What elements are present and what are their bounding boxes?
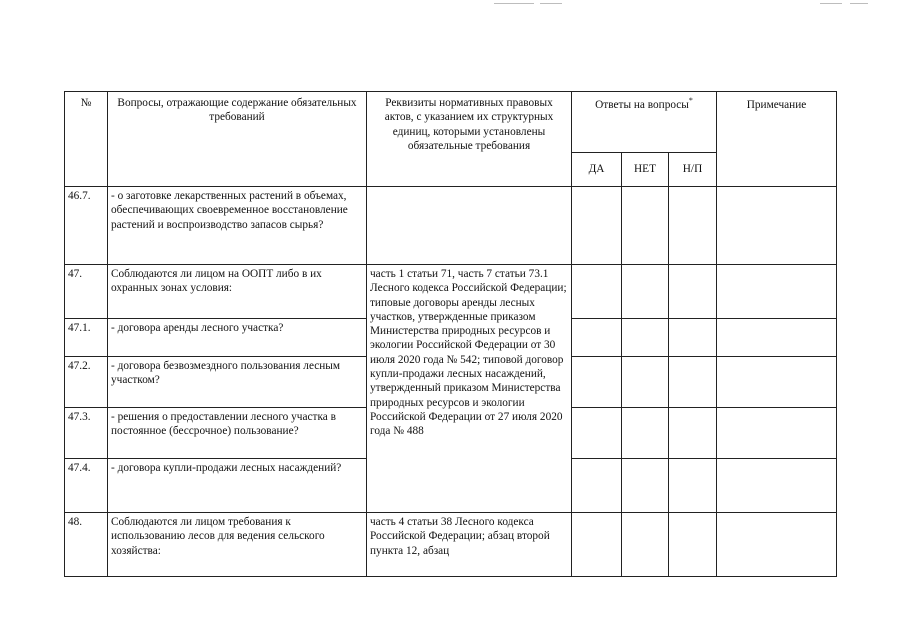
row-num: 47.4. — [65, 459, 108, 513]
requisites-cell: часть 4 статьи 38 Лесного кодекса Российской Федерации; абзац второй пункта 12, абзац — [367, 513, 572, 577]
header-answers-label: Ответы на вопросы — [595, 99, 689, 111]
answer-na-cell[interactable] — [669, 513, 717, 577]
answer-no-cell[interactable] — [622, 265, 669, 319]
answer-na-cell[interactable] — [669, 187, 717, 265]
row-question: - договора купли-продажи лесных насаждений? — [108, 459, 367, 513]
note-cell[interactable] — [717, 319, 837, 357]
scan-artifact — [820, 3, 842, 4]
header-num: № — [65, 92, 108, 187]
scan-artifact — [850, 3, 868, 4]
header-no: НЕТ — [622, 153, 669, 187]
requisites-cell-empty — [367, 187, 572, 265]
header-questions: Вопросы, отражающие содержание обязательных требований — [108, 92, 367, 187]
answer-yes-cell[interactable] — [572, 187, 622, 265]
header-requisites: Реквизиты нормативных правовых актов, с указанием их структурных единиц, которыми установлены обязательные требования — [367, 92, 572, 187]
row-question: - решения о предоставлении лесного участка в постоянное (бессрочное) пользование? — [108, 408, 367, 459]
answer-no-cell[interactable] — [622, 319, 669, 357]
header-yes: ДА — [572, 153, 622, 187]
answer-na-cell[interactable] — [669, 265, 717, 319]
note-cell[interactable] — [717, 357, 837, 408]
requisites-cell: часть 1 статьи 71, часть 7 статьи 73.1 Лесного кодекса Российской Федерации; типовые договоры аренды лесных участков, утвержденные приказом Министерства природных ресурсов и экологии Российской Федерации от 30 июля 2020 года № 542; типовой договор купли-продажи лесных насаждений, утвержденный приказом Министерства природных ресурсов и экологии Российской Федерации от 27 июля 2020 года № 488 — [367, 265, 572, 513]
answer-no-cell[interactable] — [622, 357, 669, 408]
row-num: 47.1. — [65, 319, 108, 357]
note-cell[interactable] — [717, 513, 837, 577]
answer-na-cell[interactable] — [669, 357, 717, 408]
row-question: - договора аренды лесного участка? — [108, 319, 367, 357]
row-num: 47.3. — [65, 408, 108, 459]
answer-yes-cell[interactable] — [572, 357, 622, 408]
row-question: - о заготовке лекарственных растений в объемах, обеспечивающих своевременное восстановление растений и воспроизводство запасов сырья? — [108, 187, 367, 265]
scan-artifact — [540, 3, 562, 4]
row-num: 48. — [65, 513, 108, 577]
header-note: Примечание — [717, 92, 837, 187]
table-row — [65, 187, 837, 265]
row-num: 47. — [65, 265, 108, 319]
answer-na-cell[interactable] — [669, 319, 717, 357]
row-question: Соблюдаются ли лицом требования к использованию лесов для ведения сельского хозяйства: — [108, 513, 367, 577]
header-na: Н/П — [669, 153, 717, 187]
answer-no-cell[interactable] — [622, 187, 669, 265]
table-row — [65, 265, 837, 319]
answer-yes-cell[interactable] — [572, 513, 622, 577]
row-question: - договора безвозмездного пользования лесным участком? — [108, 357, 367, 408]
answer-no-cell[interactable] — [622, 408, 669, 459]
scan-artifact — [494, 3, 534, 4]
answer-no-cell[interactable] — [622, 513, 669, 577]
note-cell[interactable] — [717, 187, 837, 265]
header-row — [65, 92, 837, 153]
answer-yes-cell[interactable] — [572, 459, 622, 513]
header-answers — [572, 92, 717, 153]
note-cell[interactable] — [717, 459, 837, 513]
checklist-table — [64, 91, 837, 577]
row-num: 47.2. — [65, 357, 108, 408]
note-cell[interactable] — [717, 265, 837, 319]
answer-yes-cell[interactable] — [572, 265, 622, 319]
answer-na-cell[interactable] — [669, 459, 717, 513]
answer-yes-cell[interactable] — [572, 408, 622, 459]
answer-yes-cell[interactable] — [572, 319, 622, 357]
row-question: Соблюдаются ли лицом на ООПТ либо в их охранных зонах условия: — [108, 265, 367, 319]
answer-no-cell[interactable] — [622, 459, 669, 513]
header-answers-mark: * — [688, 96, 693, 106]
note-cell[interactable] — [717, 408, 837, 459]
answer-na-cell[interactable] — [669, 408, 717, 459]
table-row — [65, 513, 837, 577]
row-num: 46.7. — [65, 187, 108, 265]
